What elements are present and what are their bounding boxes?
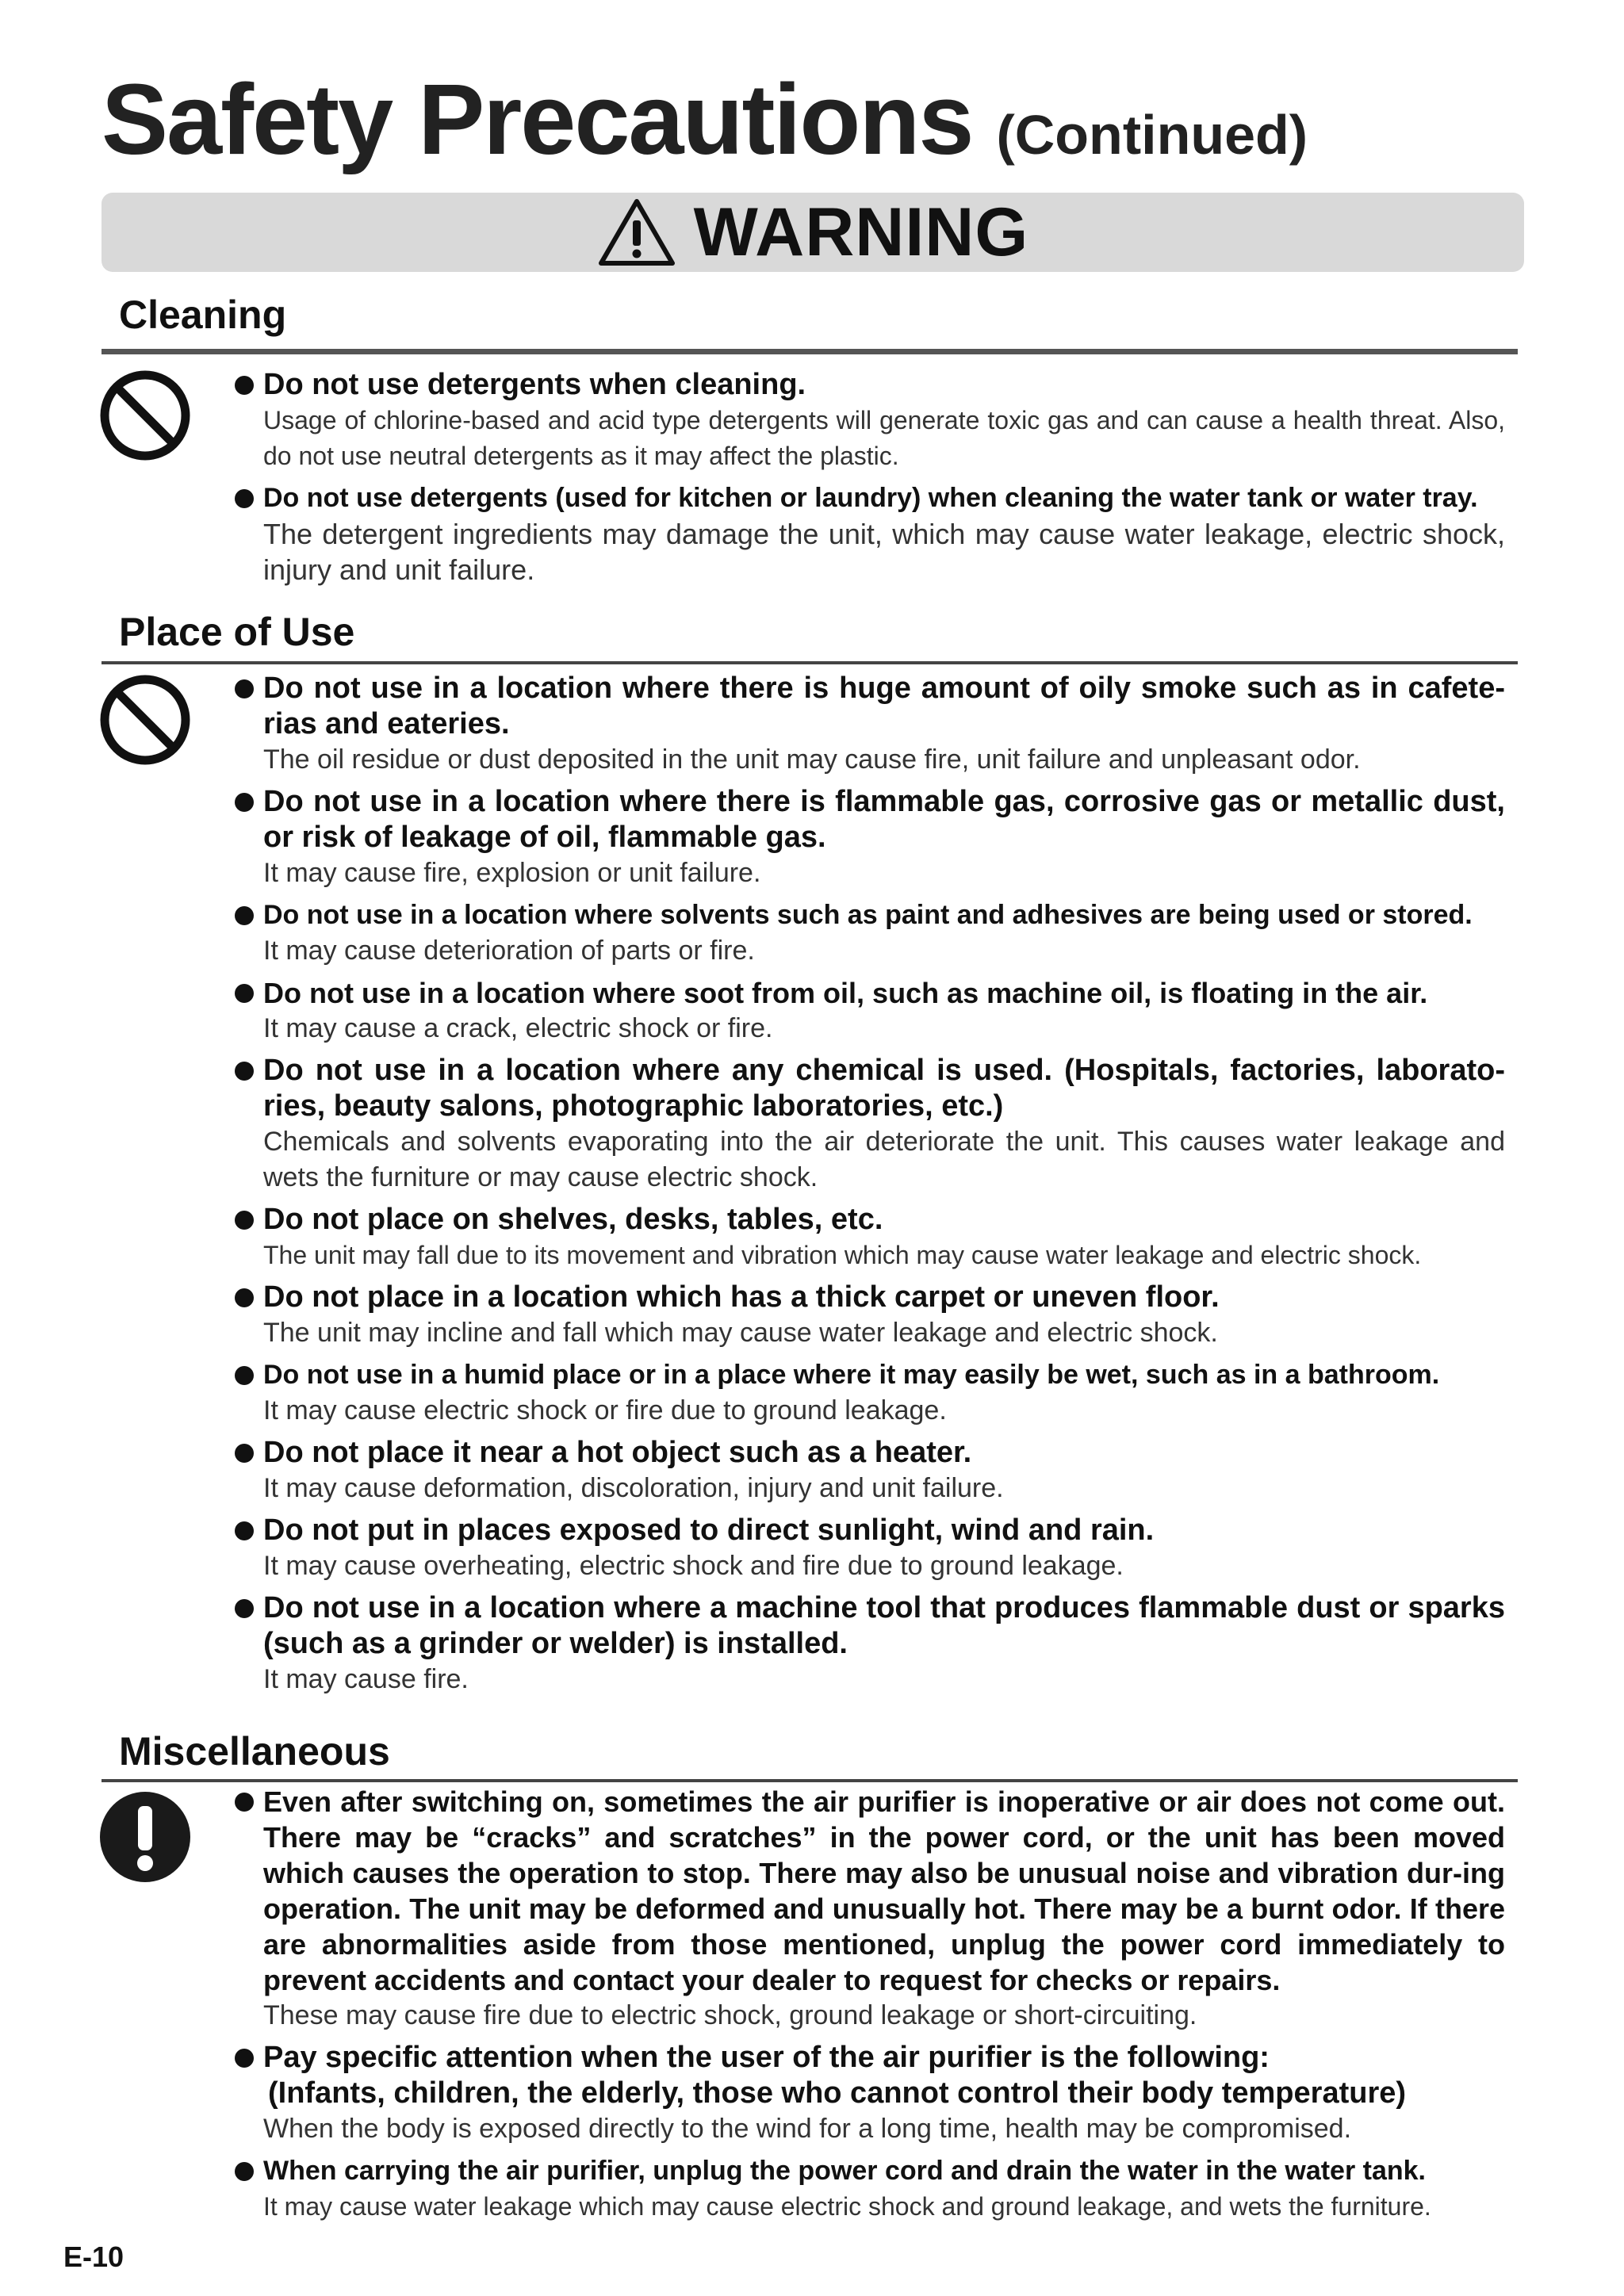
list-item xyxy=(235,1784,1505,2034)
item-heading: Even after switching on, sometimes the air purifier is inoperative or air does not come out. There may be “cracks” and scratches” in the power cord, or the unit has been moved which causes the operation to stop. There may also be unusual noise and vibration dur-ing operation. The unit may be deformed and unusually hot. There may be a burnt odor. If there are abnormalities aside from those mentioned, unplug the power cord immediately to prevent accidents and contact your dealer to request for checks or repairs. xyxy=(263,1785,1505,1996)
list-item xyxy=(235,671,1505,778)
list-item xyxy=(235,897,1505,969)
warning-label: WARNING xyxy=(693,193,1029,270)
item-heading: Do not use detergents (used for kitchen or laundry) when cleaning the water tank or water tray. xyxy=(263,483,1478,513)
item-description: It may cause electric shock or fire due to ground leakage. xyxy=(263,1395,947,1425)
item-heading: When carrying the air purifier, unplug the power cord and drain the water in the water tank. xyxy=(263,2156,1427,2186)
page-title-suffix: (Continued) xyxy=(996,104,1308,166)
list-item xyxy=(235,784,1505,891)
item-description: When the body is exposed directly to the wind for a long time, health may be compromised. xyxy=(263,2114,1352,2144)
item-heading: Do not place on shelves, desks, tables, etc. xyxy=(263,1203,883,1236)
item-description: Chemicals and solvents evaporating into the air deteriorate the unit. This causes water leakage and wets the furniture or may cause electric shock. xyxy=(263,1127,1505,1192)
list-item xyxy=(235,480,1505,587)
list-item xyxy=(235,2153,1505,2225)
item-heading: Do not use in a location where there is huge amount of oily smoke such as in cafete-rias and eateries. xyxy=(263,672,1505,740)
item-description: It may cause deformation, discoloration, injury and unit failure. xyxy=(263,1473,1004,1503)
list-item xyxy=(235,1590,1505,1697)
item-heading: Do not use in a location where a machine tool that produces flammable dust or sparks (such as a grinder or welder) is installed. xyxy=(263,1591,1505,1660)
item-description: It may cause a crack, electric shock or fire. xyxy=(263,1013,773,1043)
list-item xyxy=(235,1357,1505,1429)
section-title-miscellaneous: Miscellaneous xyxy=(119,1729,390,1774)
section-title-place-of-use: Place of Use xyxy=(119,610,355,654)
item-description: The unit may incline and fall which may cause water leakage and electric shock. xyxy=(263,1318,1218,1348)
list-item xyxy=(235,2040,1505,2147)
item-heading: Do not place in a location which has a thick carpet or uneven floor. xyxy=(263,1280,1220,1314)
list-item xyxy=(235,1202,1505,1273)
item-heading: Pay specific attention when the user of the air purifier is the following: xyxy=(263,2041,1270,2074)
item-heading: Do not use in a location where solvents such as paint and adhesives are being used or stored. xyxy=(263,900,1473,930)
warning-triangle-icon xyxy=(597,197,676,268)
prohibited-icon xyxy=(98,369,192,462)
item-description: These may cause fire due to electric shock, ground leakage or short-circuiting. xyxy=(263,2000,1197,2030)
item-heading: Do not put in places exposed to direct sunlight, wind and rain. xyxy=(263,1513,1155,1547)
item-heading: Do not use detergents when cleaning. xyxy=(263,368,806,401)
item-heading-continued: (Infants, children, the elderly, those who cannot control their body temperature) xyxy=(268,2076,1407,2110)
item-description: The unit may fall due to its movement and vibration which may cause water leakage and electric shock. xyxy=(263,1241,1422,1269)
section-divider xyxy=(102,349,1518,354)
prohibited-icon xyxy=(98,673,192,767)
page-number: E-10 xyxy=(63,2241,124,2273)
list-item xyxy=(235,1280,1505,1351)
item-description: The oil residue or dust deposited in the unit may cause fire, unit failure and unpleasant odor. xyxy=(263,744,1361,775)
page-title-main: Safety Precautions xyxy=(102,63,973,175)
list-item xyxy=(235,975,1505,1047)
item-heading: Do not place it near a hot object such as a heater. xyxy=(263,1436,972,1469)
list-item xyxy=(235,1053,1505,1196)
item-heading: Do not use in a location where there is flammable gas, corrosive gas or metallic dust, or risk of leakage of oil, flammable gas. xyxy=(263,785,1505,854)
miscellaneous-list xyxy=(235,1784,1505,2225)
list-item xyxy=(235,1513,1505,1584)
item-heading: Do not use in a humid place or in a place where it may easily be wet, such as in a bathroom. xyxy=(263,1360,1440,1390)
item-description: It may cause fire. xyxy=(263,1664,469,1694)
item-description: It may cause fire, explosion or unit failure. xyxy=(263,858,761,888)
place-of-use-list xyxy=(235,671,1505,1697)
item-description: It may cause deterioration of parts or fire. xyxy=(263,936,755,966)
item-description: It may cause water leakage which may cause electric shock and ground leakage, and wets the furniture. xyxy=(263,2192,1431,2221)
item-description: Usage of chlorine-based and acid type detergents will generate toxic gas and can cause a health threat. Also, do not use neutral detergents as it may affect the plastic. xyxy=(263,406,1505,470)
mandatory-exclamation-icon xyxy=(98,1790,192,1884)
item-description: It may cause overheating, electric shock and fire due to ground leakage. xyxy=(263,1551,1124,1581)
section-divider xyxy=(102,661,1518,664)
list-item xyxy=(235,367,1505,474)
item-heading: Do not use in a location where any chemical is used. (Hospitals, factories, laborato-ries, beauty salons, photographic laboratories, etc.) xyxy=(263,1054,1505,1123)
item-heading: Do not use in a location where soot from oil, such as machine oil, is floating in the air. xyxy=(263,977,1428,1009)
cleaning-list xyxy=(235,367,1505,587)
warning-banner xyxy=(102,193,1524,272)
list-item xyxy=(235,1435,1505,1506)
page-title xyxy=(102,63,1308,189)
section-title-cleaning: Cleaning xyxy=(119,293,287,337)
item-description: The detergent ingredients may damage the unit, which may cause water leakage, electric shock, injury and unit failure. xyxy=(263,518,1505,586)
section-divider xyxy=(102,1779,1518,1782)
